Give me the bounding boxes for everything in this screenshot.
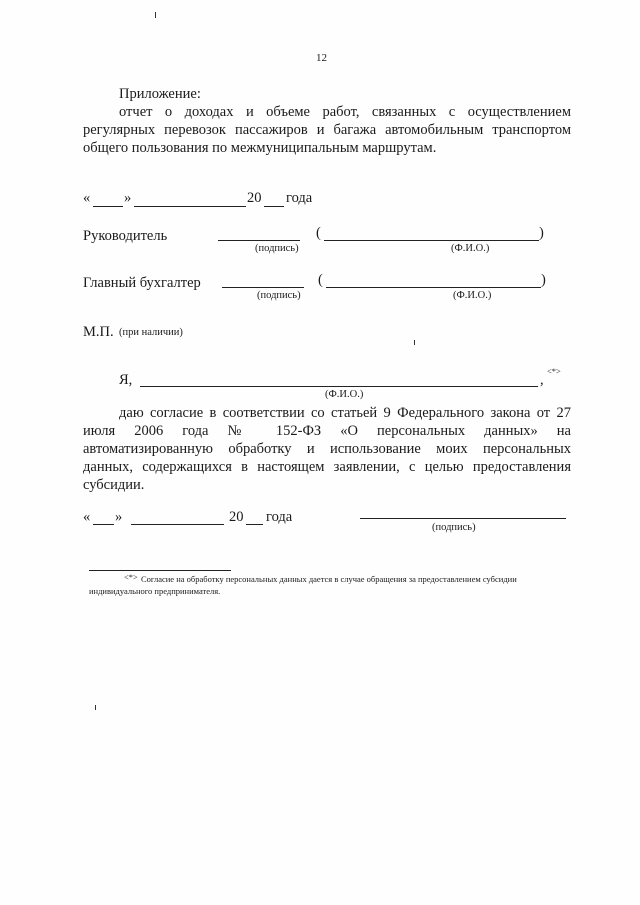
footnote-marker: <*>	[124, 572, 138, 582]
consent-date-year-prefix: 20	[229, 509, 244, 525]
consent-footnote-marker: <*>	[547, 366, 561, 376]
date-close-quote: »	[124, 190, 132, 206]
director-name-caption: (Ф.И.О.)	[451, 243, 490, 254]
consent-name-field[interactable]	[140, 386, 538, 387]
appendix-title: Приложение:	[119, 86, 201, 102]
page-number: 12	[316, 52, 327, 64]
date-year-prefix: 20	[247, 190, 262, 206]
date-open-quote: «	[83, 190, 91, 206]
stamp-label: М.П.	[83, 324, 114, 340]
accountant-close-paren: )	[541, 272, 546, 288]
consent-prefix: Я,	[119, 372, 133, 388]
accountant-name-field[interactable]	[326, 287, 541, 288]
director-signature-field[interactable]	[218, 240, 300, 241]
consent-suffix: ,	[540, 372, 544, 388]
appendix-line-3: общего пользования по межмуниципальным маршрутам.	[83, 140, 437, 156]
appendix-line-1: отчет о доходах и объеме работ, связанных с осуществлением	[119, 104, 571, 120]
date-day-field[interactable]	[93, 206, 123, 207]
accountant-sign-caption: (подпись)	[257, 290, 301, 301]
accountant-name-caption: (Ф.И.О.)	[453, 290, 492, 301]
date-month-field[interactable]	[134, 206, 246, 207]
consent-sign-caption: (подпись)	[432, 522, 476, 533]
consent-line-1: даю согласие в соответствии со статьей 9 Федерального закона от 27	[119, 405, 571, 421]
consent-date-day-field[interactable]	[93, 524, 114, 525]
date-year-suffix: года	[286, 190, 313, 206]
consent-date-close-quote: »	[115, 509, 123, 525]
director-open-paren: (	[316, 225, 321, 241]
director-close-paren: )	[539, 225, 544, 241]
consent-date-year-field[interactable]	[246, 524, 263, 525]
footnote-line-1: Согласие на обработку персональных данных дается в случае обращения за предоставлением субсидии	[141, 574, 517, 584]
director-name-field[interactable]	[324, 240, 539, 241]
consent-date-year-suffix: года	[266, 509, 293, 525]
stamp-note: (при наличии)	[119, 327, 183, 338]
consent-line-4: данных, содержащихся в настоящем заявлении, с целью предоставления	[83, 459, 571, 475]
accountant-open-paren: (	[318, 272, 323, 288]
footnote-separator	[89, 570, 231, 571]
consent-line-5: субсидии.	[83, 477, 145, 493]
date-year-field[interactable]	[264, 206, 284, 207]
consent-date-open-quote: «	[83, 509, 91, 525]
accountant-label: Главный бухгалтер	[83, 275, 201, 291]
appendix-line-2: регулярных перевозок пассажиров и багажа автомобильным транспортом	[83, 122, 571, 138]
consent-line-3: автоматизированную обработку и использование моих персональных	[83, 441, 571, 457]
scan-speck	[95, 705, 96, 710]
director-label: Руководитель	[83, 228, 168, 244]
consent-date-month-field[interactable]	[131, 524, 224, 525]
consent-signature-field[interactable]	[360, 518, 566, 519]
consent-name-caption: (Ф.И.О.)	[325, 389, 364, 400]
accountant-signature-field[interactable]	[222, 287, 304, 288]
scan-speck	[414, 340, 415, 345]
footnote-line-2: индивидуального предпринимателя.	[89, 586, 221, 596]
scan-speck	[155, 12, 156, 18]
consent-line-2: июля 2006 года № 152-ФЗ «О персональных данных» на	[83, 423, 571, 439]
director-sign-caption: (подпись)	[255, 243, 299, 254]
